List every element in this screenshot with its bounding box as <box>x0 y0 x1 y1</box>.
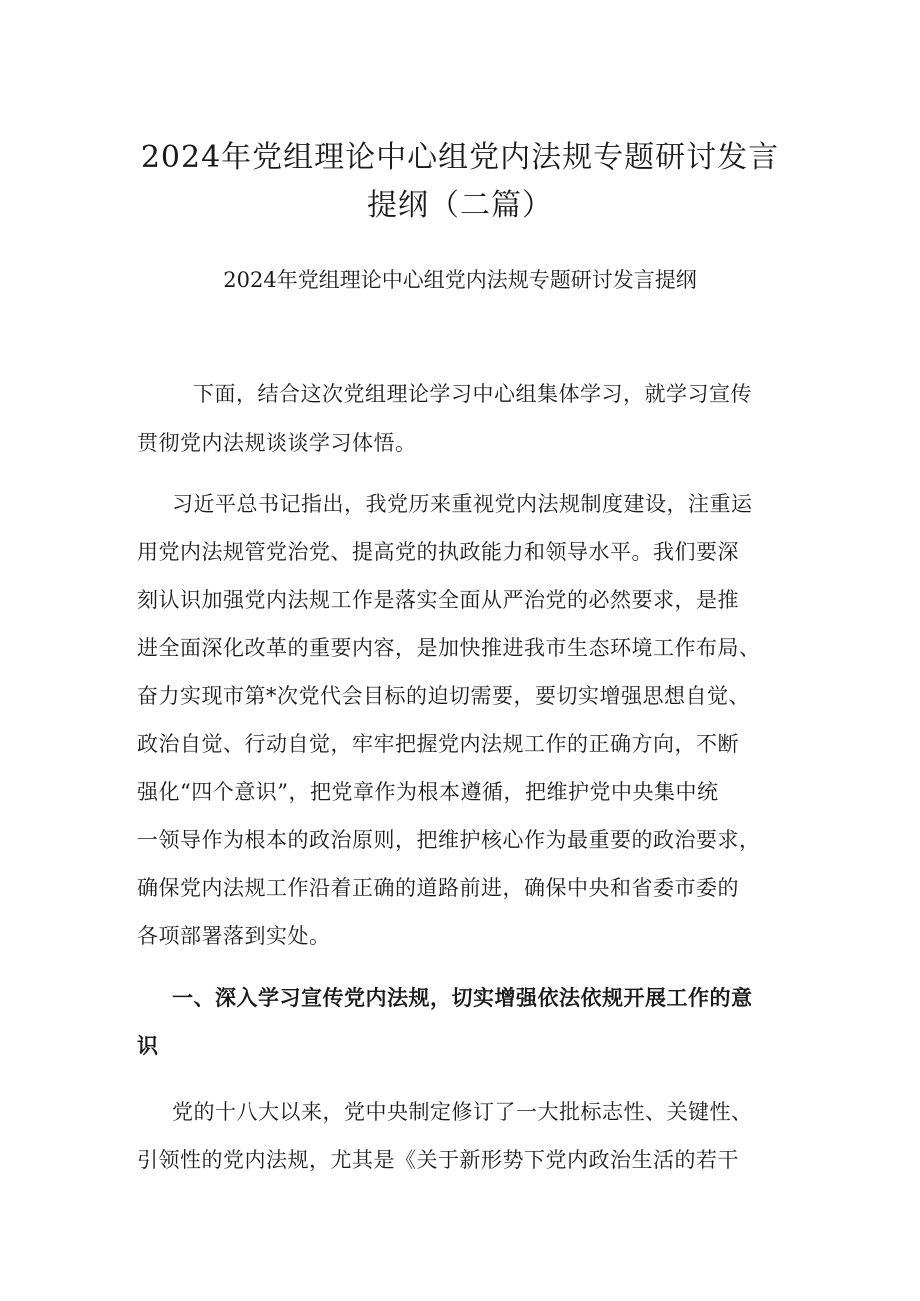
paragraph-2-line-4: 进全面深化改革的重要内容，是加快推进我市生态环境工作布局、 <box>137 636 761 660</box>
paragraph-1-line-1: 下面，结合这次党组理论学习中心组集体学习，就学习宣传 <box>193 382 752 406</box>
paragraph-1-line-2: 贯彻党内法规谈谈学习体悟。 <box>137 431 417 455</box>
document-title-line-1: 2024年党组理论中心组党内法规专题研讨发言 <box>140 140 780 175</box>
paragraph-2-line-9: 确保党内法规工作沿着正确的道路前进，确保中央和省委市委的 <box>137 876 739 900</box>
section-heading-1-line-2: 识 <box>137 1034 159 1058</box>
document-title-line-2: 提纲（二篇） <box>367 188 553 223</box>
paragraph-2-line-7: 强化“四个意识”，把党章作为根本遵循，把维护党中央集中统 <box>137 780 719 804</box>
paragraph-2-line-8: 一领导作为根本的政治原则，把维护核心作为最重要的政治要求， <box>137 828 761 852</box>
paragraph-2-line-6: 政治自觉、行动自觉，牢牢把握党内法规工作的正确方向，不断 <box>137 732 739 756</box>
paragraph-2-line-5: 奋力实现市第*次党代会目标的迫切需要，要切实增强思想自觉、 <box>137 684 750 708</box>
paragraph-3-line-2: 引领性的党内法规，尤其是《关于新形势下党内政治生活的若干 <box>137 1148 739 1172</box>
paragraph-2-line-1: 习近平总书记指出，我党历来重视党内法规制度建设，注重运 <box>172 492 753 516</box>
section-heading-1-line-1: 一、深入学习宣传党内法规，切实增强依法依规开展工作的意 <box>172 986 753 1010</box>
paragraph-2-line-10: 各项部署落到实处。 <box>137 924 331 948</box>
document-subtitle: 2024年党组理论中心组党内法规专题研讨发言提纲 <box>223 268 697 292</box>
paragraph-2-line-2: 用党内法规管党治党、提高党的执政能力和领导水平。我们要深 <box>137 540 739 564</box>
paragraph-3-line-1: 党的十八大以来，党中央制定修订了一大批标志性、关键性、 <box>172 1100 753 1124</box>
paragraph-2-line-3: 刻认识加强党内法规工作是落实全面从严治党的必然要求，是推 <box>137 588 739 612</box>
